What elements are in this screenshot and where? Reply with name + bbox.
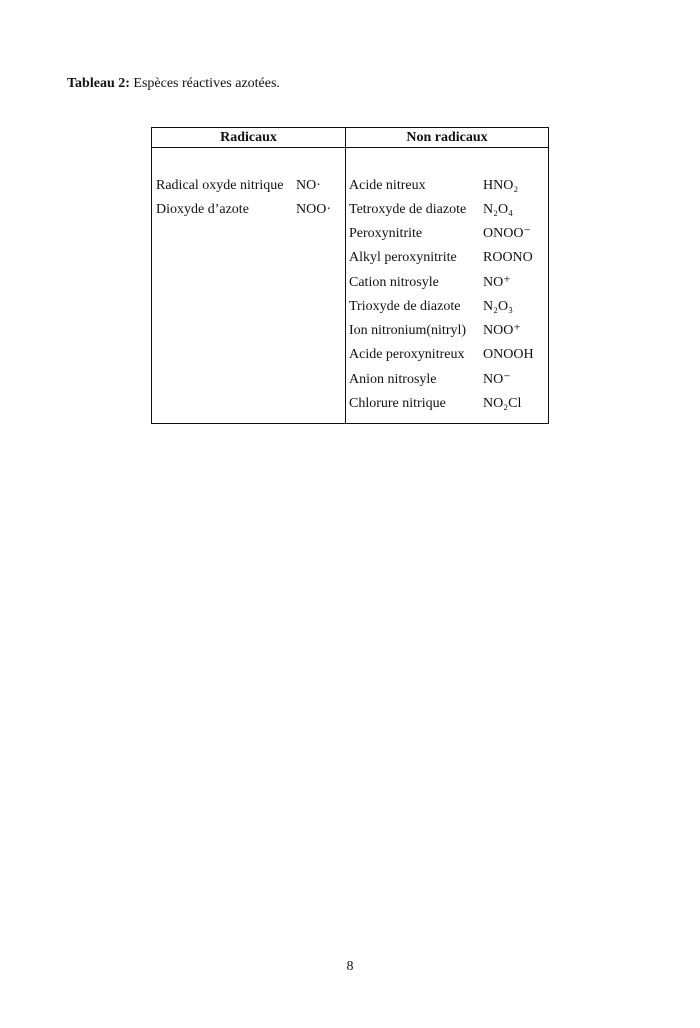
- header-divider: [152, 147, 548, 148]
- species-formula: NOO⁺: [483, 323, 521, 338]
- column-divider: [345, 128, 346, 423]
- species-name: Peroxynitrite: [349, 226, 423, 241]
- page-number: 8: [346, 959, 354, 974]
- species-formula: NO·: [296, 178, 321, 193]
- species-formula: NO⁻: [483, 372, 511, 387]
- species-name: Cation nitrosyle: [349, 275, 439, 290]
- caption-label: Tableau 2:: [67, 76, 130, 91]
- species-name: Dioxyde d’azote: [156, 202, 249, 217]
- species-name: Tetroxyde de diazote: [349, 202, 467, 217]
- species-formula: NOO·: [296, 202, 331, 217]
- species-name: Anion nitrosyle: [349, 372, 437, 387]
- species-name: Trioxyde de diazote: [349, 299, 461, 314]
- species-formula: ONOOH: [483, 347, 534, 362]
- species-name: Chlorure nitrique: [349, 396, 446, 411]
- species-formula: N₂O₄: [483, 202, 513, 217]
- species-formula: ONOO⁻: [483, 226, 531, 241]
- reactive-nitrogen-table: [151, 127, 549, 424]
- species-formula: NO⁺: [483, 275, 511, 290]
- header-non-radicaux: Non radicaux: [406, 130, 488, 145]
- species-name: Acide peroxynitreux: [349, 347, 465, 362]
- species-formula: HNO₂: [483, 178, 519, 193]
- species-name: Alkyl peroxynitrite: [349, 250, 457, 265]
- caption-text: Espèces réactives azotées.: [129, 76, 280, 91]
- species-name: Acide nitreux: [349, 178, 426, 193]
- species-name: Ion nitronium(nitryl): [349, 323, 467, 338]
- species-formula: ROONO: [483, 250, 533, 265]
- table-caption: [67, 76, 280, 92]
- species-formula: N₂O₃: [483, 299, 513, 314]
- species-formula: NO₂Cl: [483, 396, 522, 411]
- species-name: Radical oxyde nitrique: [156, 178, 284, 193]
- header-radicaux: Radicaux: [220, 130, 277, 145]
